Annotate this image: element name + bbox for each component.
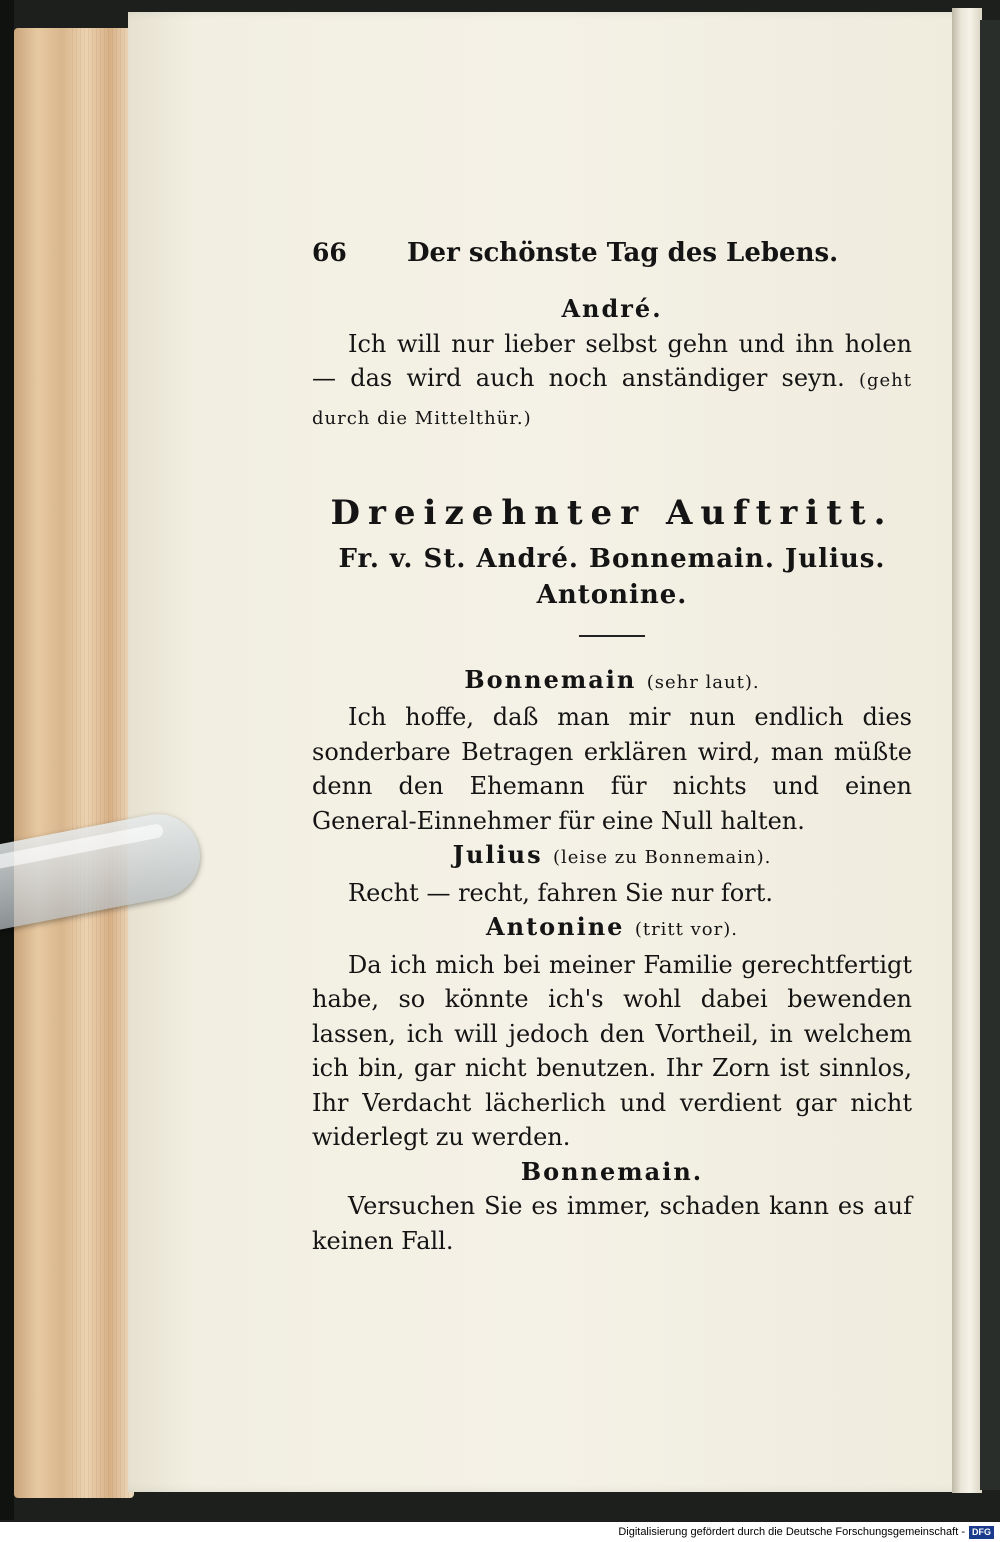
scene-heading: Dreizehnter Auftritt.: [330, 493, 894, 533]
speaker-name: Bonnemain: [464, 664, 637, 694]
cast-line: Fr. v. St. André. Bonnemain. Julius.: [338, 543, 886, 574]
speaker-name: Antonine: [486, 912, 625, 941]
page-header: [312, 236, 912, 276]
speaker-line: [312, 838, 912, 876]
page-number: 66: [312, 238, 347, 267]
scan-background-left: [0, 0, 14, 1520]
speaker-name: Julius: [452, 840, 543, 869]
speaker-line: [312, 663, 912, 701]
dfg-logo: DFG: [969, 1526, 994, 1539]
section-divider: [579, 635, 645, 637]
dialogue-paragraph: Versuchen Sie es immer, schaden kann es auf keinen Fall.: [312, 1192, 912, 1255]
footer-text: Digitalisierung gefördert durch die Deutsche Forschungsgemeinschaft -: [618, 1526, 965, 1539]
dialogue-paragraph: Ich hoffe, daß man mir nun endlich dies sonderbare Betragen erklären wird, man müßte denn den Ehemann für nichts und einen General-Einnehmer für eine Null halten.: [312, 703, 912, 835]
dialogue-paragraph: Da ich mich bei meiner Familie gerechtfertigt habe, so könnte ich's wohl dabei bewenden lassen, ich will jedoch den Vortheil, in welchem ich bin, gar nicht benutzen. Ihr Zorn ist sinnlos, Ihr Verdacht lächerlich und verdient gar nicht widerlegt zu werden.: [312, 950, 912, 1151]
book-right-edge: [952, 8, 982, 1493]
stage-direction: (leise zu Bonnemain).: [552, 847, 772, 868]
speaker-name: Bonnemain.: [520, 1156, 704, 1186]
scan-background-right: [980, 20, 1000, 1490]
digitization-footer: [0, 1522, 1000, 1542]
running-title: Der schönste Tag des Lebens.: [407, 238, 839, 268]
dialogue-paragraph: Recht — recht, fahren Sie nur fort.: [348, 878, 774, 907]
stage-direction: (sehr laut).: [646, 671, 760, 693]
stage-direction: (tritt vor).: [634, 919, 738, 940]
speaker-line: [312, 910, 912, 948]
page-text: [312, 236, 912, 1258]
speaker-name: André.: [561, 294, 663, 323]
dialogue-text: Ich will nur lieber selbst gehn und ihn holen — das wird auch noch anständiger seyn.: [312, 329, 912, 392]
stage-direction: (geht durch die Mittelthür.): [312, 370, 912, 429]
dialogue-paragraph: [312, 327, 912, 437]
book-page-edges: [14, 28, 134, 1498]
cast-line: Antonine.: [536, 579, 688, 610]
